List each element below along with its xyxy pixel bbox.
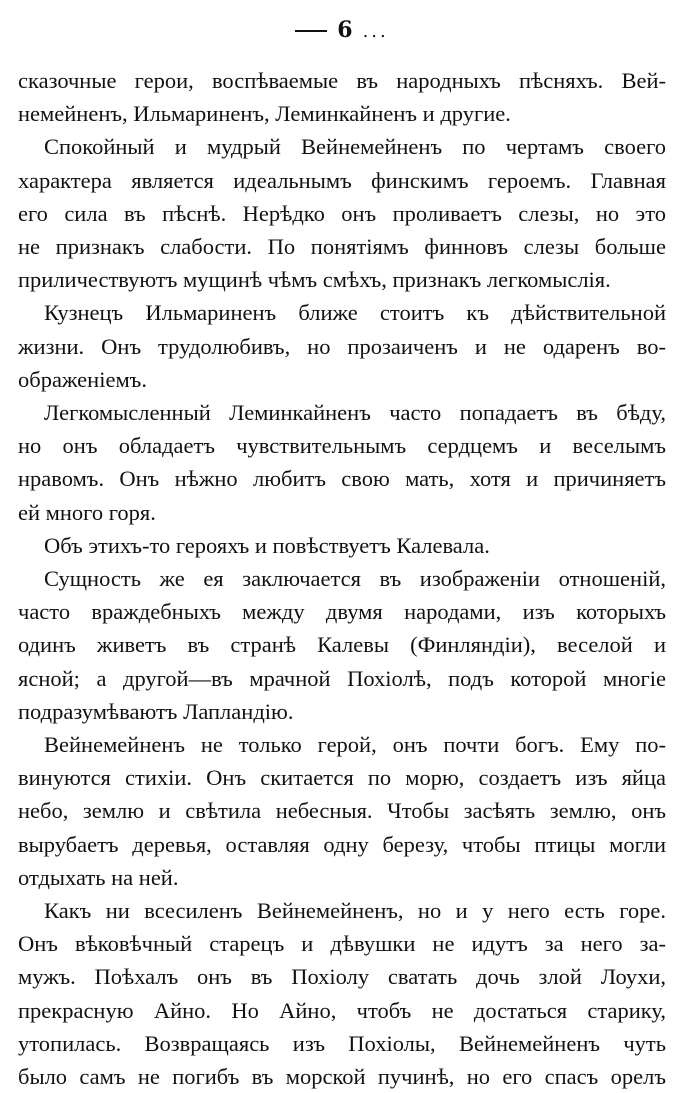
text-line: часто враждебныхъ между двумя народами, изъ которыхъ [18,599,666,625]
paragraph [18,562,666,728]
paragraph [18,396,666,529]
text-line: Спокойный и мудрый Вейнемейненъ по чертамъ своего [44,134,666,160]
text-line: ей много горя. [18,499,156,525]
text-line: но онъ обладаетъ чувствительнымъ сердцемъ и веселымъ [18,433,666,459]
text-line: Какъ ни всесиленъ Вейнемейненъ, но и у него есть горе. [44,898,666,924]
text-line: подразумѣваютъ Лапландію. [18,698,294,724]
text-line: было самъ не погибъ въ морской пучинѣ, но его спасъ орелъ [18,1064,666,1090]
text-line: приличествуютъ мущинѣ чѣмъ смѣхъ, признакъ легкомыслія. [18,267,611,293]
text-line: небо, землю и свѣтила небесныя. Чтобы засѣять землю, онъ [18,798,666,824]
text-line: утопилась. Возвращаясь изъ Похіолы, Вейнемейненъ чуть [18,1030,666,1056]
text-line: Вейнемейненъ не только герой, онъ почти богъ. Ему по- [44,732,666,758]
text-line: Кузнецъ Ильмариненъ ближе стоитъ къ дѣйствительной [44,300,666,326]
text-line: сказочные герои, воспѣваемые въ народныхъ пѣсняхъ. Вей- [18,68,666,93]
text-line: жизни. Онъ трудолюбивъ, но прозаиченъ и не одаренъ во- [18,333,666,359]
paragraph [18,64,666,130]
text-line: винуются стихіи. Онъ скитается по морю, создаетъ изъ яйца [18,765,666,791]
header-dots: ... [362,21,389,42]
paragraph [18,296,666,396]
text-line: немейненъ, Ильмариненъ, Леминкайненъ и другие. [18,101,511,127]
text-line: ображеніемъ. [18,366,147,392]
text-line: нравомъ. Онъ нѣжно любитъ свою мать, хотя и причиняетъ [18,466,666,492]
text-line: вырубаетъ деревья, оставляя одну березу, чтобы птицы могли [18,831,666,857]
text-line: ясной; а другой—въ мрачной Похіолѣ, подъ которой многіе [18,665,666,691]
text-line: мужъ. Поѣхалъ онъ въ Похіолу сватать дочь злой Лоухи, [18,964,666,990]
text-line: Онъ вѣковѣчный старецъ и дѣвушки не идутъ за него за- [18,931,666,957]
text-line: прекрасную Айно. Но Айно, чтобъ не достаться старику, [18,997,666,1023]
text-line: Объ этихъ-то герояхъ и повѣствуетъ Калевала. [44,532,490,558]
paragraph [18,728,666,894]
body-text [18,64,666,1093]
text-line: одинъ живетъ въ странѣ Калевы (Финляндіи), веселой и [18,632,666,658]
text-line: Легкомысленный Леминкайненъ часто попадаетъ въ бѣду, [44,400,666,426]
paragraph [18,529,666,562]
paragraph [18,130,666,296]
page-header [18,12,666,48]
text-line: отдыхать на ней. [18,864,179,890]
header-dash [295,30,327,32]
text-line: его сила въ пѣснѣ. Нерѣдко онъ проливаетъ слезы, но это [18,200,666,226]
text-line: характера является идеальнымъ финскимъ героемъ. Главная [18,167,666,193]
paragraph [18,894,666,1093]
text-line: Сущность же ея заключается въ изображеніи отношеній, [44,566,666,592]
text-line: не признакъ слабости. По понятіямъ финновъ слезы больше [18,234,666,260]
page-number: 6 [337,17,353,43]
